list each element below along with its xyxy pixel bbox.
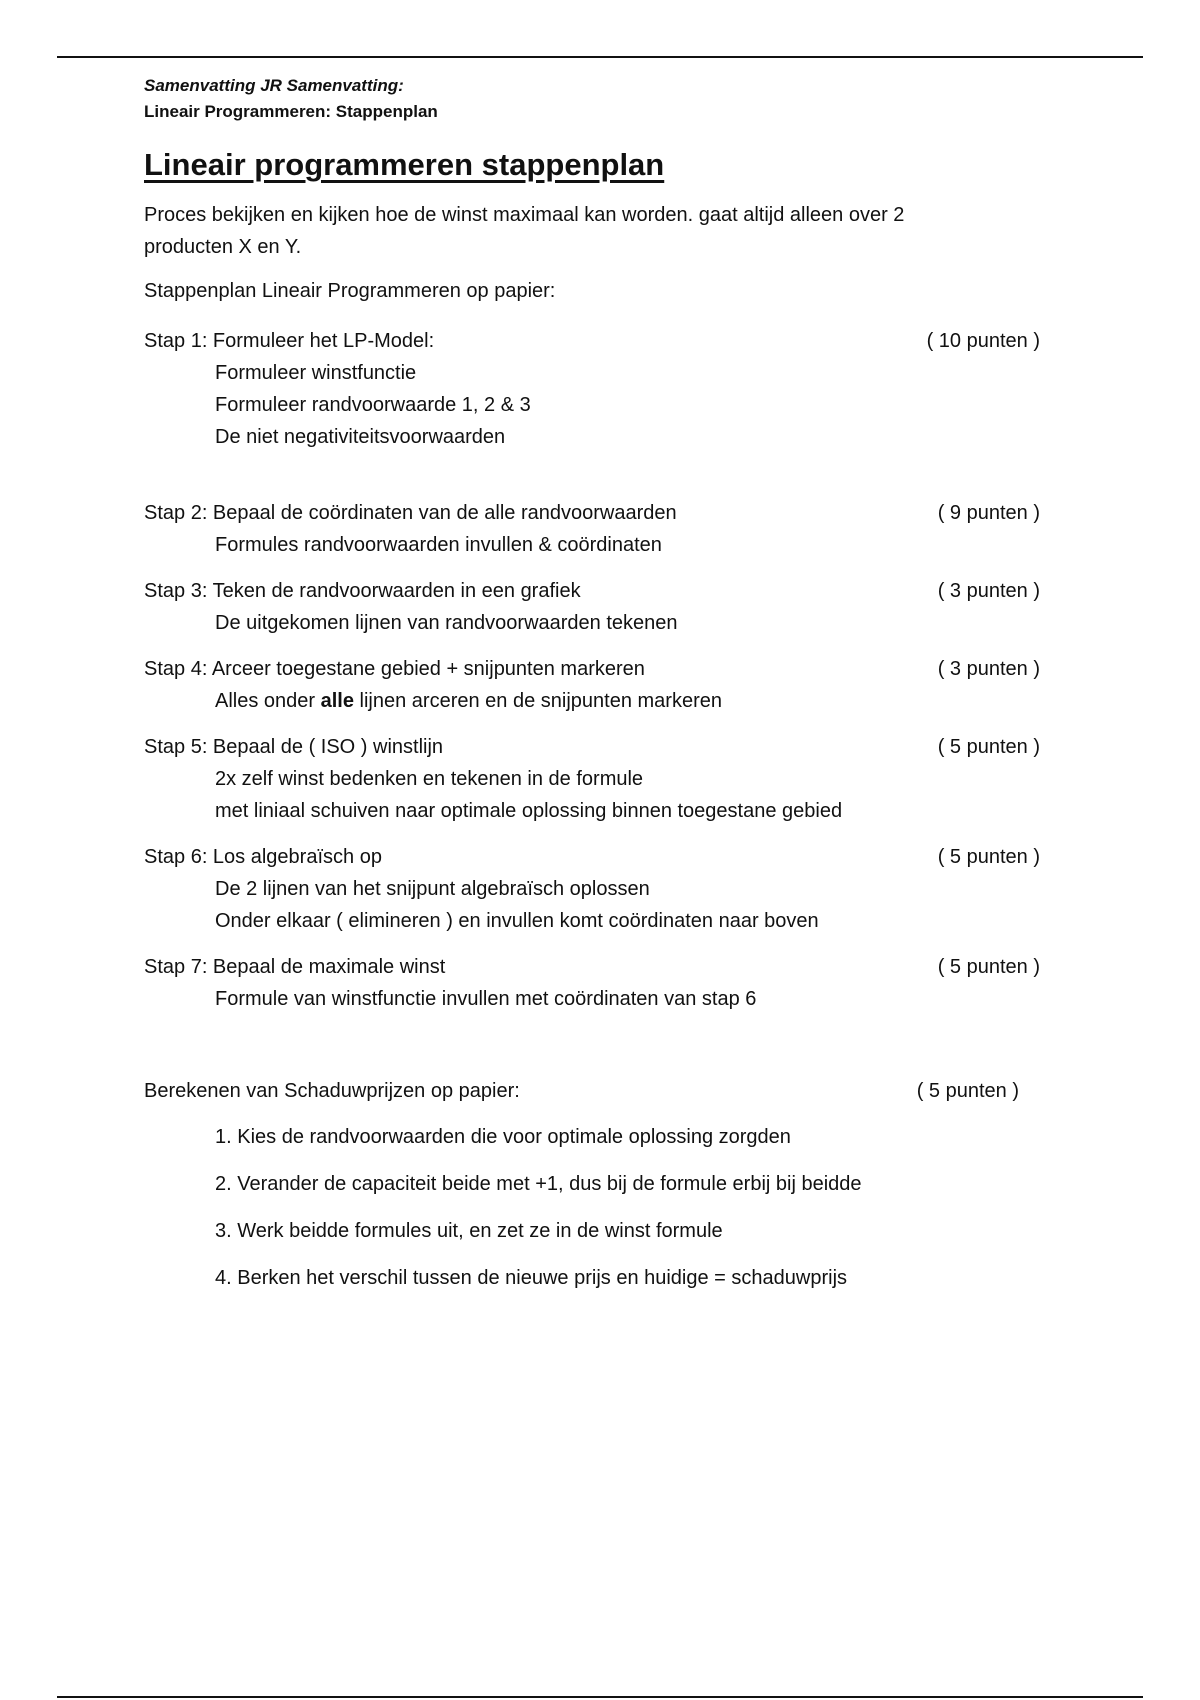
step-4-detail-emphasis: alle: [320, 690, 354, 712]
intro-paragraph: [144, 199, 1064, 263]
page-title: Lineair programmeren stappenplan: [144, 147, 665, 182]
header-line-2: Lineair Programmeren: Stappenplan: [144, 102, 438, 121]
step-6-detail-2: Onder elkaar ( elimineren ) en invullen komt coördinaten naar boven: [215, 910, 819, 932]
shadow-prices-list: [144, 1121, 1064, 1294]
shadow-prices-points: ( 5 punten ): [916, 1080, 1019, 1102]
step-5-detail-1: 2x zelf winst bedenken en tekenen in de formule: [215, 768, 644, 790]
shadow-prices-item-1: 1. Kies de randvoorwaarden die voor optimale oplossing zorgden: [215, 1126, 791, 1148]
step-5-row: [144, 731, 1064, 763]
shadow-prices-item-3: 3. Werk beidde formules uit, en zet ze in de winst formule: [215, 1220, 723, 1242]
step-2-row: [144, 497, 1064, 529]
step-1: [144, 325, 1064, 453]
step-7-points: ( 5 punten ): [937, 956, 1040, 978]
step-5: [144, 731, 1064, 827]
step-6: [144, 841, 1064, 937]
step-3-row: [144, 575, 1064, 607]
step-5-title: Stap 5: Bepaal de ( ISO ) winstlijn: [144, 736, 444, 758]
step-4-detail-1: [144, 685, 1064, 717]
step-1-detail-2: Formuleer randvoorwaarde 1, 2 & 3: [215, 394, 531, 416]
step-4-detail-prefix: Alles onder: [215, 690, 321, 712]
shadow-prices-item-4: 4. Berken het verschil tussen de nieuwe prijs en huidige = schaduwprijs: [215, 1267, 848, 1289]
shadow-prices-heading: Berekenen van Schaduwprijzen op papier:: [144, 1080, 520, 1102]
step-7-detail-1: Formule van winstfunctie invullen met coördinaten van stap 6: [215, 988, 757, 1010]
step-2-points: ( 9 punten ): [937, 502, 1040, 524]
step-2-detail-1: Formules randvoorwaarden invullen & coördinaten: [215, 534, 662, 556]
step-6-row: [144, 841, 1064, 873]
step-1-row: [144, 325, 1064, 357]
step-3-title: Stap 3: Teken de randvoorwaarden in een grafiek: [144, 580, 581, 602]
step-7-row: [144, 951, 1064, 983]
step-1-detail-3: De niet negativiteitsvoorwaarden: [215, 426, 506, 448]
step-2: [144, 497, 1064, 561]
intro-line-2: producten X en Y.: [144, 236, 302, 258]
step-7: [144, 951, 1064, 1015]
step-7-title: Stap 7: Bepaal de maximale winst: [144, 956, 446, 978]
step-4: [144, 653, 1064, 717]
step-3: [144, 575, 1064, 639]
step-4-title: Stap 4: Arceer toegestane gebied + snijpunten markeren: [144, 658, 645, 680]
step-6-detail-1: De 2 lijnen van het snijpunt algebraïsch oplossen: [215, 878, 650, 900]
step-5-detail-2: met liniaal schuiven naar optimale oplossing binnen toegestane gebied: [215, 800, 843, 822]
step-1-points: ( 10 punten ): [926, 330, 1040, 352]
step-6-points: ( 5 punten ): [937, 846, 1040, 868]
step-1-title: Stap 1: Formuleer het LP-Model:: [144, 330, 435, 352]
shadow-prices-section: [144, 1075, 1064, 1294]
step-5-points: ( 5 punten ): [937, 736, 1040, 758]
step-2-title: Stap 2: Bepaal de coördinaten van de alle randvoorwaarden: [144, 502, 677, 524]
step-4-detail-suffix: lijnen arceren en de snijpunten markeren: [353, 690, 722, 712]
document-page: [144, 73, 1064, 1309]
bottom-rule: [57, 1696, 1143, 1698]
step-4-points: ( 3 punten ): [937, 658, 1040, 680]
header-line-1: Samenvatting JR Samenvatting:: [144, 76, 404, 95]
top-rule: [57, 56, 1143, 58]
intro-line-1: Proces bekijken en kijken hoe de winst maximaal kan worden. gaat altijd alleen over 2: [144, 204, 905, 226]
step-4-row: [144, 653, 1064, 685]
step-1-detail-1: Formuleer winstfunctie: [215, 362, 417, 384]
shadow-prices-heading-row: [144, 1075, 1064, 1107]
plan-heading: Stappenplan Lineair Programmeren op papier:: [144, 280, 556, 302]
shadow-prices-item-2: 2. Verander de capaciteit beide met +1, dus bij de formule erbij bij beidde: [215, 1173, 862, 1195]
step-3-points: ( 3 punten ): [937, 580, 1040, 602]
step-6-title: Stap 6: Los algebraïsch op: [144, 846, 382, 868]
step-3-detail-1: De uitgekomen lijnen van randvoorwaarden tekenen: [215, 612, 678, 634]
